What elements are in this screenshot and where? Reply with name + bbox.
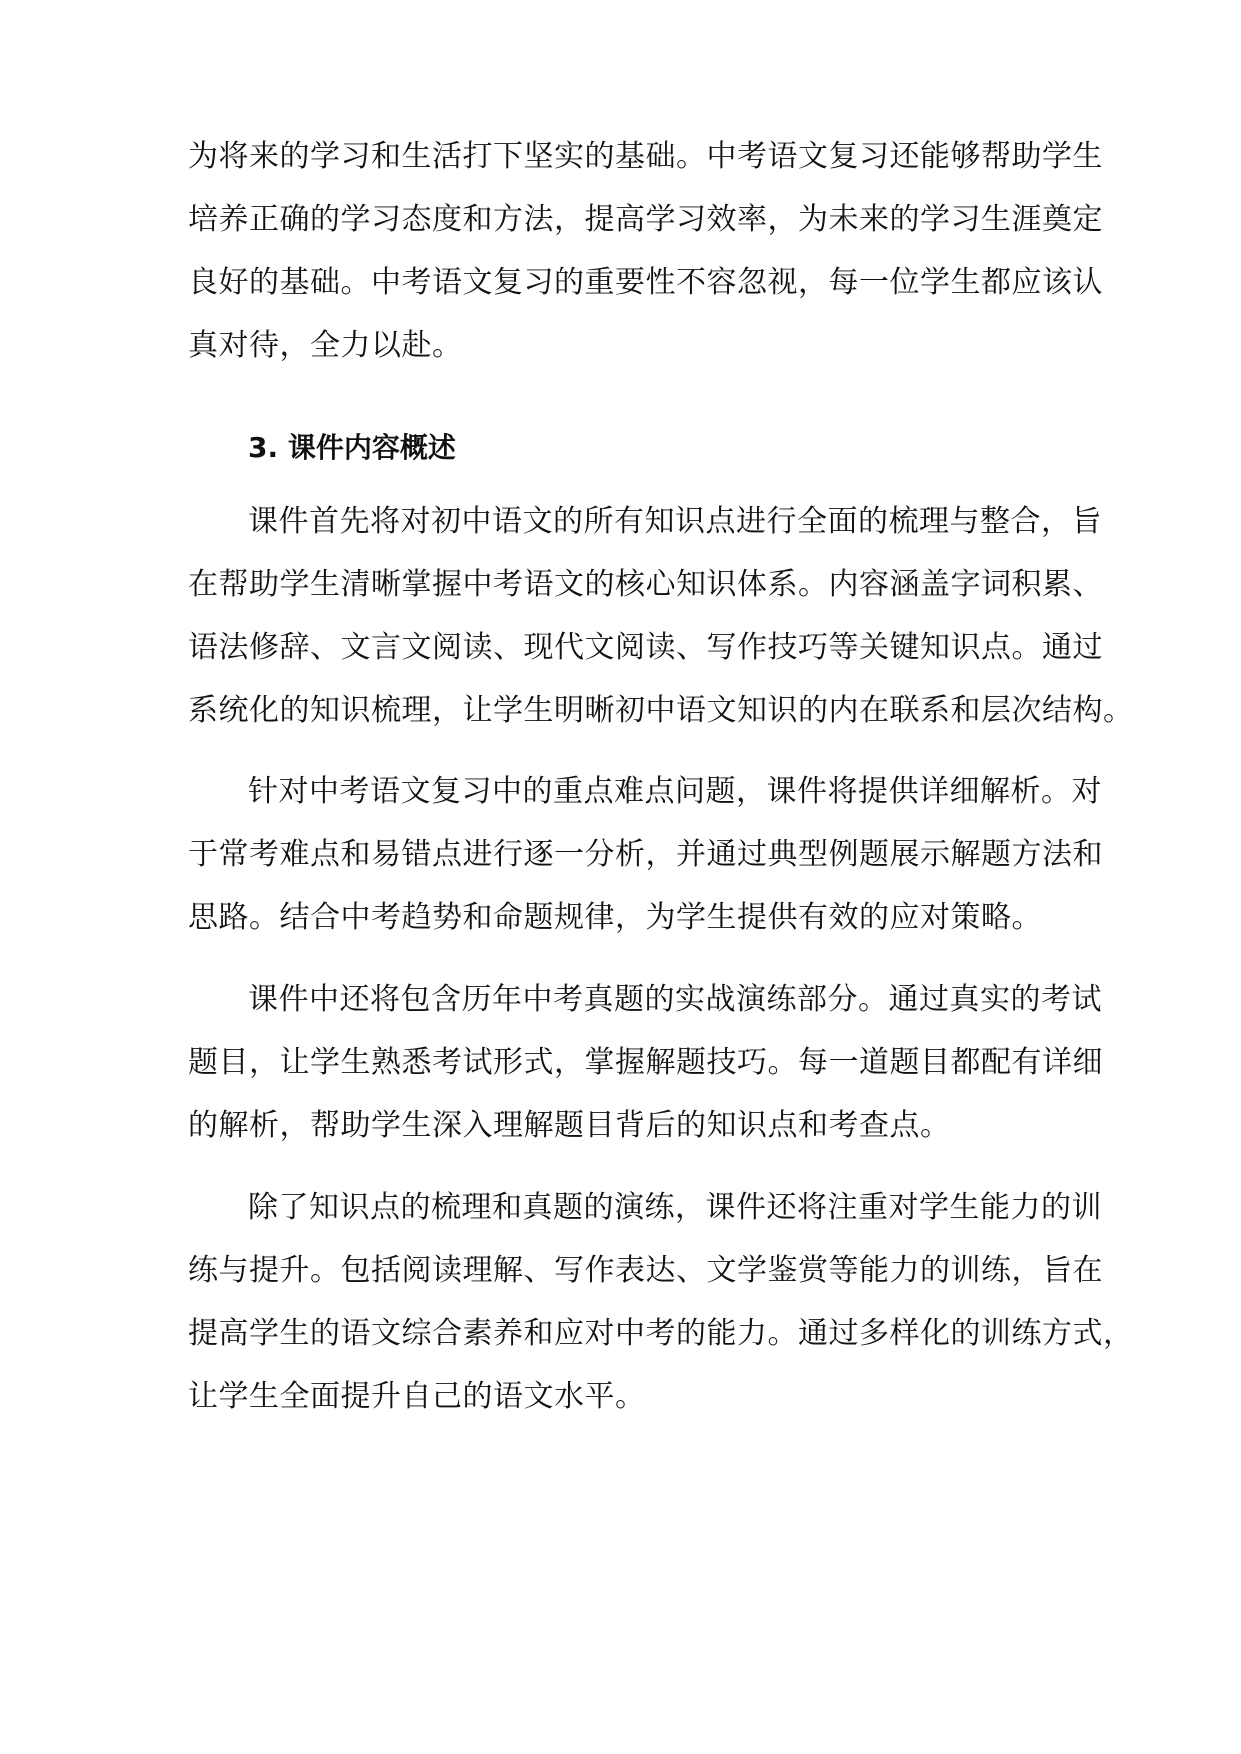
paragraph-line: 提高学生的语文综合素养和应对中考的能力。通过多样化的训练方式， — [188, 1316, 1134, 1351]
paragraph-line: 在帮助学生清晰掌握中考语文的核心知识体系。内容涵盖字词积累、 — [188, 567, 1103, 602]
paragraph-line: 思路。结合中考趋势和命题规律，为学生提供有效的应对策略。 — [188, 900, 1042, 935]
paragraph-line: 系统化的知识梳理，让学生明晰初中语文知识的内在联系和层次结构。 — [188, 693, 1134, 728]
paragraph-line: 的解析，帮助学生深入理解题目背后的知识点和考查点。 — [188, 1108, 951, 1143]
section-heading: 3. 课件内容概述 — [248, 431, 456, 464]
paragraph-line: 语法修辞、文言文阅读、现代文阅读、写作技巧等关键知识点。通过 — [188, 630, 1103, 665]
paragraph-line: 除了知识点的梳理和真题的演练，课件还将注重对学生能力的训 — [248, 1190, 1102, 1225]
paragraph-line: 真对待，全力以赴。 — [188, 328, 463, 363]
paragraph-line: 题目，让学生熟悉考试形式，掌握解题技巧。每一道题目都配有详细 — [188, 1045, 1103, 1080]
paragraph-line: 于常考难点和易错点进行逐一分析，并通过典型例题展示解题方法和 — [188, 837, 1103, 872]
paragraph-line: 培养正确的学习态度和方法，提高学习效率，为未来的学习生涯奠定 — [188, 202, 1103, 237]
paragraph-line: 课件首先将对初中语文的所有知识点进行全面的梳理与整合，旨 — [248, 504, 1102, 539]
paragraph-line: 让学生全面提升自己的语文水平。 — [188, 1379, 646, 1414]
paragraph-line: 练与提升。包括阅读理解、写作表达、文学鉴赏等能力的训练，旨在 — [188, 1253, 1103, 1288]
paragraph-line: 课件中还将包含历年中考真题的实战演练部分。通过真实的考试 — [248, 982, 1102, 1017]
paragraph-line: 针对中考语文复习中的重点难点问题，课件将提供详细解析。对 — [248, 774, 1102, 809]
paragraph-line: 为将来的学习和生活打下坚实的基础。中考语文复习还能够帮助学生 — [188, 139, 1103, 174]
paragraph-line: 良好的基础。中考语文复习的重要性不容忽视，每一位学生都应该认 — [188, 265, 1103, 300]
